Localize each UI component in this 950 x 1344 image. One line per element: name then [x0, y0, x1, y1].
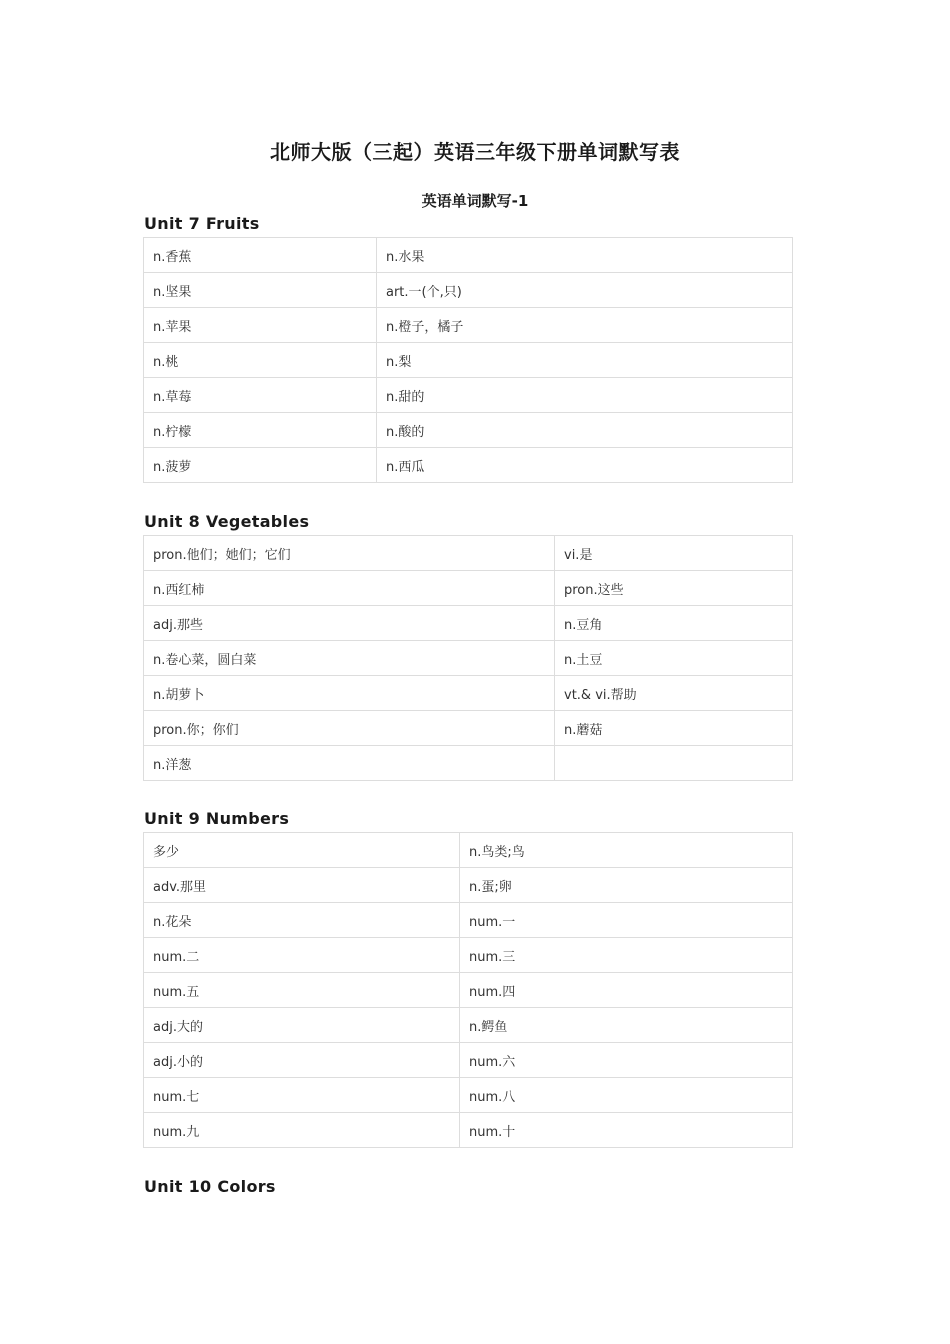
document-subtitle: 英语单词默写-1 — [421, 192, 529, 210]
table-cell: 多少 — [144, 833, 460, 868]
table-cell: n.酸的 — [377, 413, 793, 448]
unit-7-heading: Unit 7 Fruits — [144, 214, 260, 233]
table-cell: n.菠萝 — [144, 448, 377, 483]
table-row — [144, 711, 793, 746]
table-cell: n.豆角 — [555, 606, 793, 641]
unit-7-vocab-table — [143, 237, 793, 483]
table-cell: vt.& vi.帮助 — [555, 676, 793, 711]
table-cell: pron.你；你们 — [144, 711, 555, 746]
table-cell: pron.他们；她们；它们 — [144, 536, 555, 571]
table-cell: n.西瓜 — [377, 448, 793, 483]
table-row — [144, 1113, 793, 1148]
table-row — [144, 868, 793, 903]
unit-8-vocab-table — [143, 535, 793, 781]
table-cell: num.七 — [144, 1078, 460, 1113]
table-row — [144, 378, 793, 413]
table-cell: n.鳄鱼 — [460, 1008, 793, 1043]
table-cell: n.蘑菇 — [555, 711, 793, 746]
table-row — [144, 746, 793, 781]
table-row — [144, 606, 793, 641]
table-cell: adj.大的 — [144, 1008, 460, 1043]
table-cell — [555, 746, 793, 781]
table-row — [144, 448, 793, 483]
table-cell: num.五 — [144, 973, 460, 1008]
table-row — [144, 308, 793, 343]
table-cell: num.十 — [460, 1113, 793, 1148]
table-row — [144, 641, 793, 676]
table-cell: n.橙子，橘子 — [377, 308, 793, 343]
table-cell: n.水果 — [377, 238, 793, 273]
table-row — [144, 343, 793, 378]
table-cell: adj.那些 — [144, 606, 555, 641]
table-cell: n.坚果 — [144, 273, 377, 308]
table-row — [144, 676, 793, 711]
table-cell: n.苹果 — [144, 308, 377, 343]
table-cell: adj.小的 — [144, 1043, 460, 1078]
table-cell: n.西红柿 — [144, 571, 555, 606]
table-cell: num.三 — [460, 938, 793, 973]
table-cell: vi.是 — [555, 536, 793, 571]
table-cell: n.卷心菜，圆白菜 — [144, 641, 555, 676]
table-row — [144, 238, 793, 273]
table-cell: n.洋葱 — [144, 746, 555, 781]
unit-8-heading: Unit 8 Vegetables — [144, 512, 310, 531]
table-cell: n.鸟类;鸟 — [460, 833, 793, 868]
unit-9-heading: Unit 9 Numbers — [144, 809, 290, 828]
unit-10-heading: Unit 10 Colors — [144, 1177, 276, 1196]
table-cell: adv.那里 — [144, 868, 460, 903]
table-row — [144, 938, 793, 973]
table-cell: n.香蕉 — [144, 238, 377, 273]
table-row — [144, 413, 793, 448]
table-row — [144, 273, 793, 308]
table-cell: num.八 — [460, 1078, 793, 1113]
table-row — [144, 1078, 793, 1113]
document-title: 北师大版（三起）英语三年级下册单词默写表 — [270, 140, 680, 164]
table-cell: n.胡萝卜 — [144, 676, 555, 711]
table-row — [144, 536, 793, 571]
table-cell: n.柠檬 — [144, 413, 377, 448]
table-cell: n.花朵 — [144, 903, 460, 938]
table-row — [144, 973, 793, 1008]
table-cell: num.二 — [144, 938, 460, 973]
table-cell: n.蛋;卵 — [460, 868, 793, 903]
table-row — [144, 833, 793, 868]
table-cell: num.六 — [460, 1043, 793, 1078]
table-row — [144, 1043, 793, 1078]
table-cell: pron.这些 — [555, 571, 793, 606]
table-row — [144, 571, 793, 606]
table-cell: n.土豆 — [555, 641, 793, 676]
table-cell: n.草莓 — [144, 378, 377, 413]
table-cell: n.甜的 — [377, 378, 793, 413]
table-cell: n.梨 — [377, 343, 793, 378]
table-cell: num.九 — [144, 1113, 460, 1148]
unit-9-vocab-table — [143, 832, 793, 1148]
table-cell: num.四 — [460, 973, 793, 1008]
table-cell: num.一 — [460, 903, 793, 938]
table-cell: art.一(个,只) — [377, 273, 793, 308]
table-row — [144, 1008, 793, 1043]
table-cell: n.桃 — [144, 343, 377, 378]
table-row — [144, 903, 793, 938]
